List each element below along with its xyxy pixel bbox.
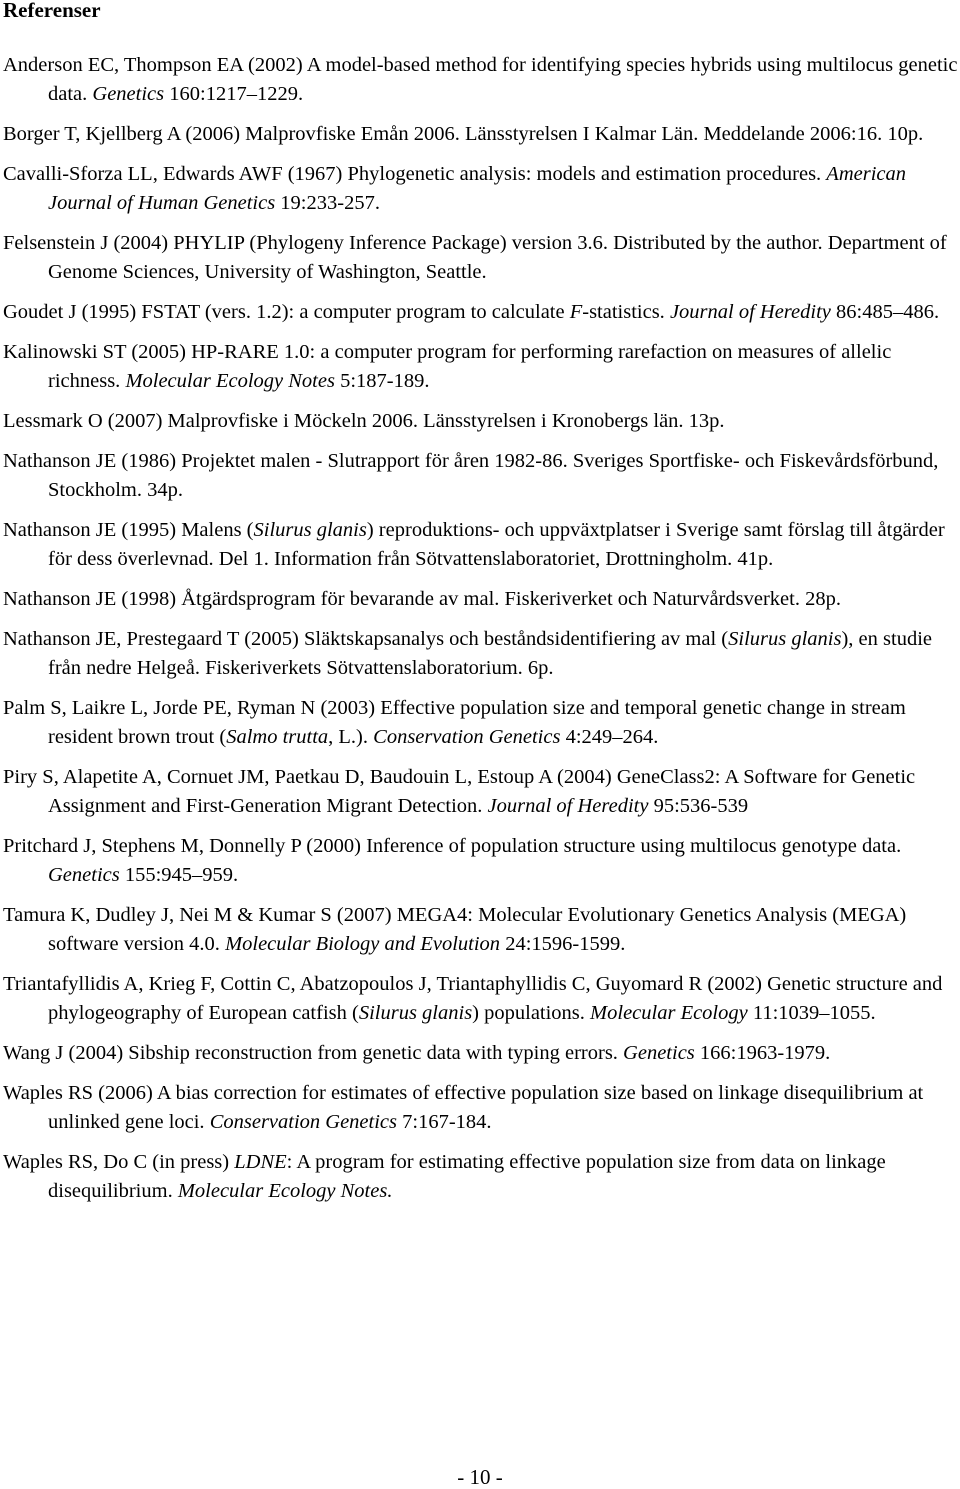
reference-text: Nathanson JE, Prestegaard T (2005) Släktskapsanalys och beståndsidentifiering av mal ( xyxy=(3,628,729,650)
reference-entry xyxy=(3,516,958,574)
reference-entry xyxy=(3,120,958,149)
reference-text: Piry S, Alapetite A, Cornuet JM, Paetkau D, Baudouin L, Estoup A (2004) GeneClass2: A Software for Genetic Assignment and First-Generation Migrant Detection. xyxy=(3,766,916,817)
reference-italic-text: Salmo trutta xyxy=(226,726,329,748)
reference-text: Waples RS, Do C (in press) xyxy=(3,1151,235,1173)
reference-text: 166:1963-1979. xyxy=(694,1042,831,1064)
reference-italic-text: Silurus glanis xyxy=(358,1002,473,1024)
reference-entry xyxy=(3,1148,958,1206)
reference-italic-text: Molecular Biology and Evolution xyxy=(225,933,501,955)
reference-text: 4:249–264. xyxy=(560,726,659,748)
reference-entry xyxy=(3,585,958,614)
reference-text: 24:1596-1599. xyxy=(500,933,626,955)
reference-text: Pritchard J, Stephens M, Donnelly P (2000) Inference of population structure using multilocus genotype data. xyxy=(3,835,902,857)
reference-entry xyxy=(3,338,958,396)
reference-entry xyxy=(3,901,958,959)
reference-text: Lessmark O (2007) Malprovfiske i Möckeln 2006. Länsstyrelsen i Kronobergs län. 13p. xyxy=(3,410,725,432)
reference-entry xyxy=(3,160,958,218)
reference-text: 11:1039–1055. xyxy=(747,1002,876,1024)
reference-text: Nathanson JE (1998) Åtgärdsprogram för bevarande av mal. Fiskeriverket och Naturvårdsverket. 28p. xyxy=(3,588,841,610)
reference-italic-text: Journal of Heredity xyxy=(669,301,831,323)
reference-text: Felsenstein J (2004) PHYLIP (Phylogeny Inference Package) version 3.6. Distributed by the author. Department of Genome Sciences, University of Washington, Seattle. xyxy=(3,232,947,283)
reference-text: 160:1217–1229. xyxy=(164,83,304,105)
reference-entry xyxy=(3,51,958,109)
reference-entry xyxy=(3,1079,958,1137)
reference-text: Waples RS (2006) A bias correction for estimates of effective population size based on linkage disequilibrium at unlinked gene loci. xyxy=(3,1082,924,1133)
reference-entry xyxy=(3,447,958,505)
reference-text: Borger T, Kjellberg A (2006) Malprovfiske Emån 2006. Länsstyrelsen I Kalmar Län. Meddelande 2006:16. 10p. xyxy=(3,123,924,145)
reference-text: Wang J (2004) Sibship reconstruction from genetic data with typing errors. xyxy=(3,1042,624,1064)
reference-entry xyxy=(3,298,958,327)
reference-text: Cavalli-Sforza LL, Edwards AWF (1967) Phylogenetic analysis: models and estimation procedures. xyxy=(3,163,827,185)
reference-entry xyxy=(3,229,958,287)
reference-italic-text: Journal of Heredity xyxy=(487,795,649,817)
reference-italic-text: Molecular Ecology Notes xyxy=(125,370,335,392)
reference-text: Goudet J (1995) FSTAT (vers. 1.2): a computer program to calculate xyxy=(3,301,570,323)
reference-text: Anderson EC, Thompson EA (2002) A model-based method for identifying species hybrids using multilocus genetic data. xyxy=(3,54,958,105)
reference-entry xyxy=(3,625,958,683)
reference-text: 155:945–959. xyxy=(119,864,239,886)
reference-italic-text: Molecular Ecology Notes. xyxy=(177,1180,393,1202)
reference-text: 86:485–486. xyxy=(830,301,940,323)
reference-italic-text: Silurus glanis xyxy=(253,519,367,541)
reference-italic-text: LDNE xyxy=(234,1151,287,1173)
reference-entry xyxy=(3,407,958,436)
reference-text: Palm S, Laikre L, Jorde PE, Ryman N (2003) Effective population size and temporal genetic change in stream resident brown trout ( xyxy=(3,697,906,748)
page-number: - 10 - xyxy=(457,1465,503,1489)
reference-italic-text: Genetics xyxy=(48,864,120,886)
reference-text: ) reproduktions- och uppväxtplatser i Sverige samt förslag till åtgärder för dess överlevnad. Del 1. Information från Sötvattenslaboratoriet, Drottningholm. 41p. xyxy=(48,519,945,570)
reference-italic-text: American Journal of Human Genetics xyxy=(48,163,906,214)
reference-entry xyxy=(3,694,958,752)
reference-text: 19:233-257. xyxy=(275,192,380,214)
reference-italic-text: Silurus glanis xyxy=(728,628,842,650)
reference-text: Nathanson JE (1995) Malens ( xyxy=(3,519,254,541)
reference-italic-text: Genetics xyxy=(92,83,165,105)
reference-italic-text: Genetics xyxy=(623,1042,695,1064)
section-heading: Referenser xyxy=(3,0,101,22)
reference-italic-text: Conservation Genetics xyxy=(373,726,561,748)
reference-text: -statistics. xyxy=(582,301,670,323)
reference-text: Tamura K, Dudley J, Nei M & Kumar S (2007) MEGA4: Molecular Evolutionary Genetics Analysis (MEGA) software version 4.0. xyxy=(3,904,907,955)
reference-text: Kalinowski ST (2005) HP-RARE 1.0: a computer program for performing rarefaction on measures of allelic richness. xyxy=(3,341,892,392)
reference-text: ) populations. xyxy=(472,1002,591,1024)
reference-entry xyxy=(3,763,958,821)
reference-italic-text: F xyxy=(569,301,583,323)
reference-text: Nathanson JE (1986) Projektet malen - Slutrapport för åren 1982-86. Sveriges Sportfiske- och Fiskevårdsförbund, Stockholm. 34p. xyxy=(3,450,939,501)
reference-text: 7:167-184. xyxy=(397,1111,492,1133)
reference-text: 5:187-189. xyxy=(334,370,430,392)
reference-text: , L.). xyxy=(328,726,374,748)
reference-italic-text: Conservation Genetics xyxy=(209,1111,398,1133)
reference-list xyxy=(3,51,958,1217)
reference-text: ), en studie från nedre Helgeå. Fiskeriverkets Sötvattenslaboratorium. 6p. xyxy=(48,628,932,679)
reference-entry xyxy=(3,1039,958,1068)
reference-italic-text: Molecular Ecology xyxy=(590,1002,748,1024)
reference-entry xyxy=(3,832,958,890)
reference-text: : A program for estimating effective population size from data on linkage disequilibrium. xyxy=(48,1151,886,1202)
reference-entry xyxy=(3,970,958,1028)
reference-text: 95:536-539 xyxy=(648,795,749,817)
reference-text: Triantafyllidis A, Krieg F, Cottin C, Abatzopoulos J, Triantaphyllidis C, Guyomard R (2002) Genetic structure and phylogeography of European catfish ( xyxy=(3,973,943,1024)
